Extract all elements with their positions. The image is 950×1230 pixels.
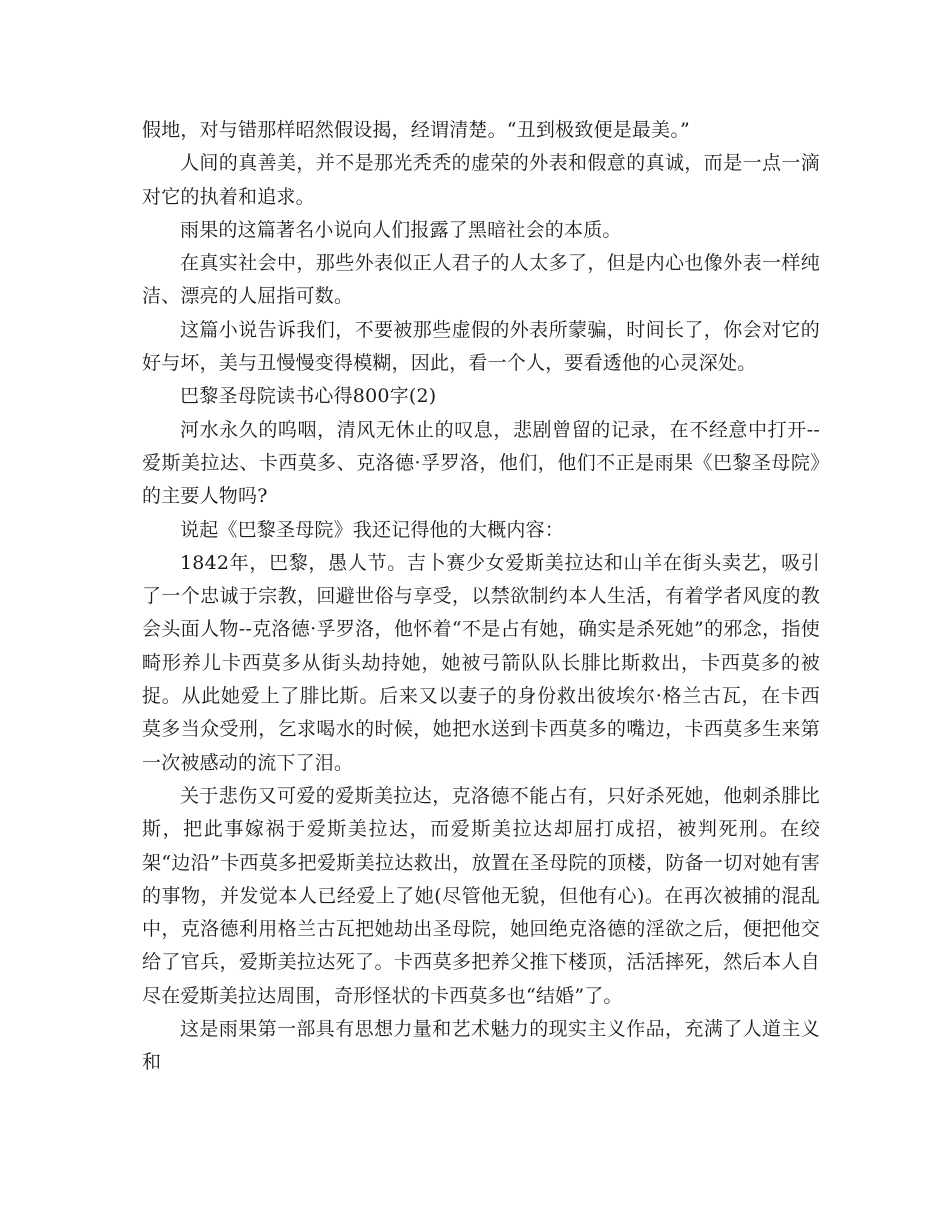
section-heading: 巴黎圣母院读书心得800字(2) [180,385,437,408]
paragraph-5: 这篇小说告诉我们，不要被那些虚假的外表所蒙骗，时间长了，你会对它的好与坏，美与丑慢慢变得模糊，因此，看一个人，要看透他的心灵深处。 [142,318,820,375]
paragraph-7: 河水永久的呜咽，清风无休止的叹息，悲剧曾留的记录，在不经意中打开--爱斯美拉达、卡西莫多、克洛德·孚罗洛，他们，他们不正是雨果《巴黎圣母院》的主要人物吗? [142,418,820,508]
paragraph-3: 雨果的这篇著名小说向人们报露了黑暗社会的本质。 [180,218,622,241]
paragraph-9: 1842年，巴黎，愚人节。吉卜赛少女爱斯美拉达和山羊在街头卖艺，吸引了一个忠诚于宗教，回避世俗与享受，以禁欲制约本人生活，有着学者风度的教会头面人物--克洛德·孚罗洛，他怀着“不是占有她，确实是杀死她”的邪念，指使畸形养儿卡西莫多从街头劫持她，她被弓箭队队长腓比斯救出，卡西莫多的被捉。从此她爱上了腓比斯。后来又以妻子的身份救出彼埃尔·格兰古瓦，在卡西莫多当众受刑，乞求喝水的时候，她把水送到卡西莫多的嘴边，卡西莫多生来第一次被感动的流下了泪。 [142,551,820,774]
paragraph-10: 关于悲伤又可爱的爱斯美拉达，克洛德不能占有，只好杀死她，他刺杀腓比斯，把此事嫁祸于爱斯美拉达，而爱斯美拉达却屈打成招，被判死刑。在绞架“边沿”卡西莫多把爱斯美拉达救出，放置在圣母院的顶楼，防备一切对她有害的事物，并发觉本人已经爱上了她(尽管他无貌，但他有心)。在再次被捕的混乱中，克洛德利用格兰古瓦把她劫出圣母院，她回绝克洛德的淫欲之后，便把他交给了官兵，爱斯美拉达死了。卡西莫多把养父推下楼顶，活活摔死，然后本人自尽在爱斯美拉达周围，奇形怪状的卡西莫多也“结婚”了。 [142,784,820,1007]
document-body [142,114,820,1080]
paragraph-8: 说起《巴黎圣母院》我还记得他的大概内容： [180,518,565,541]
paragraph-11: 这是雨果第一部具有思想力量和艺术魅力的现实主义作品，充满了人道主义和 [142,1018,820,1074]
paragraph-2: 人间的真善美，并不是那光秃秃的虚荣的外表和假意的真诚，而是一点一滴对它的执着和追求。 [142,152,820,208]
paragraph-1: 假地，对与错那样昭然假设揭，经谓清楚。“丑到极致便是最美。” [142,119,690,141]
paragraph-4: 在真实社会中，那些外表似正人君子的人太多了，但是内心也像外表一样纯洁、漂亮的人屈指可数。 [142,252,820,308]
